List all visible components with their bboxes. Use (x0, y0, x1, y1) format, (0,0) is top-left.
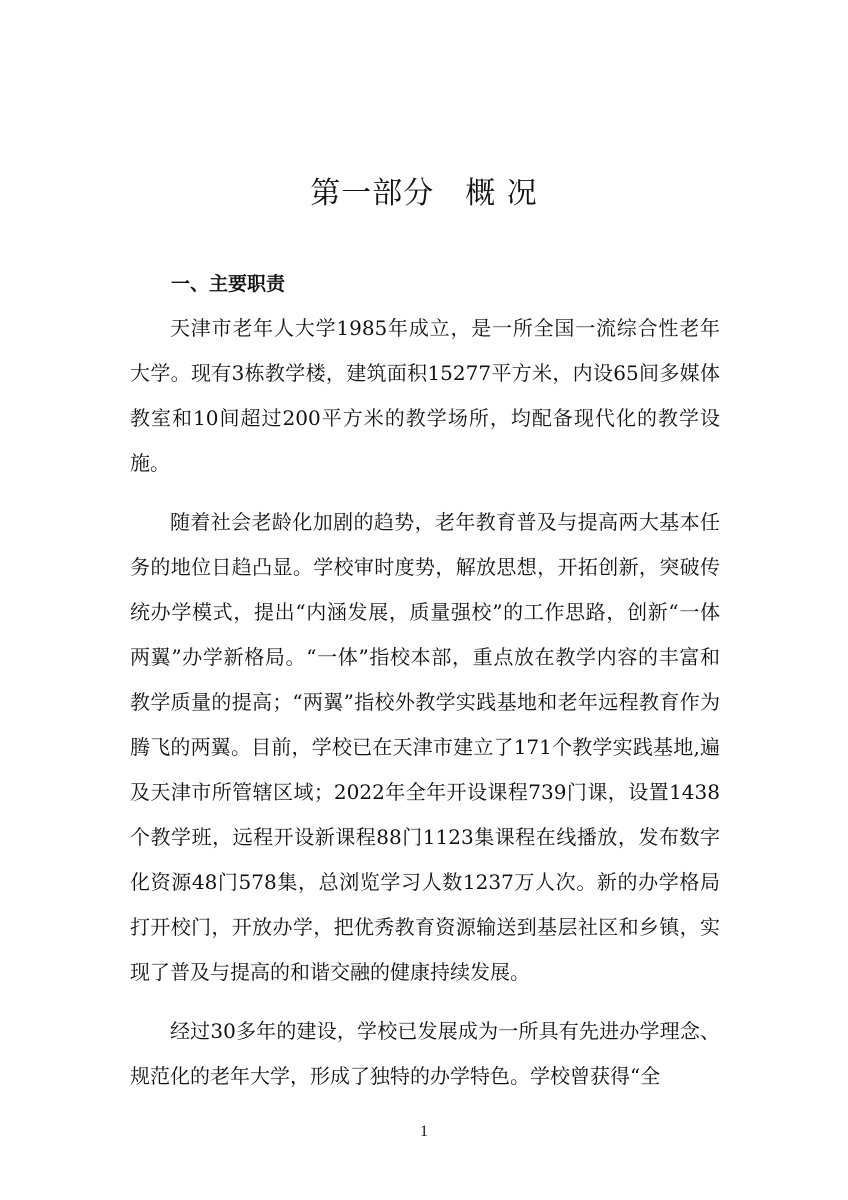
paragraph: 随着社会老龄化加剧的趋势，老年教育普及与提高两大基本任务的地位日趋凸显。学校审时度势，解放思想，开拓创新，突破传统办学模式，提出“内涵发展，质量强校”的工作思路，创新“一体两翼”办学新格局。“一体”指校本部，重点放在教学内容的丰富和教学质量的提高；“两翼”指校外教学实践基地和老年远程教育作为腾飞的两翼。目前，学校已在天津市建立了171个教学实践基地,遍及天津市所管辖区域；2022年全年开设课程739门课，设置1438个教学班，远程开设新课程88门1123集课程在线播放，发布数字化资源48门578集，总浏览学习人数1237万人次。新的办学格局打开校门，开放办学，把优秀教育资源输送到基层社区和乡镇，实现了普及与提高的和谐交融的健康持续发展。 (130, 510, 720, 984)
paragraph: 经过30多年的建设，学校已发展成为一所具有先进办学理念、规范化的老年大学，形成了独特的办学特色。学校曾获得“全 (130, 1019, 720, 1088)
page-number: 1 (420, 1123, 428, 1140)
page-title: 第一部分 概 况 (310, 176, 538, 211)
section-heading: 一、主要职责 (171, 273, 286, 295)
paragraph: 天津市老年人大学1985年成立，是一所全国一流综合性老年大学。现有3栋教学楼，建筑面积15277平方米，内设65间多媒体教室和10间超过200平方米的教学场所，均配备现代化的教学设施。 (130, 316, 720, 475)
body-text (130, 306, 720, 1113)
